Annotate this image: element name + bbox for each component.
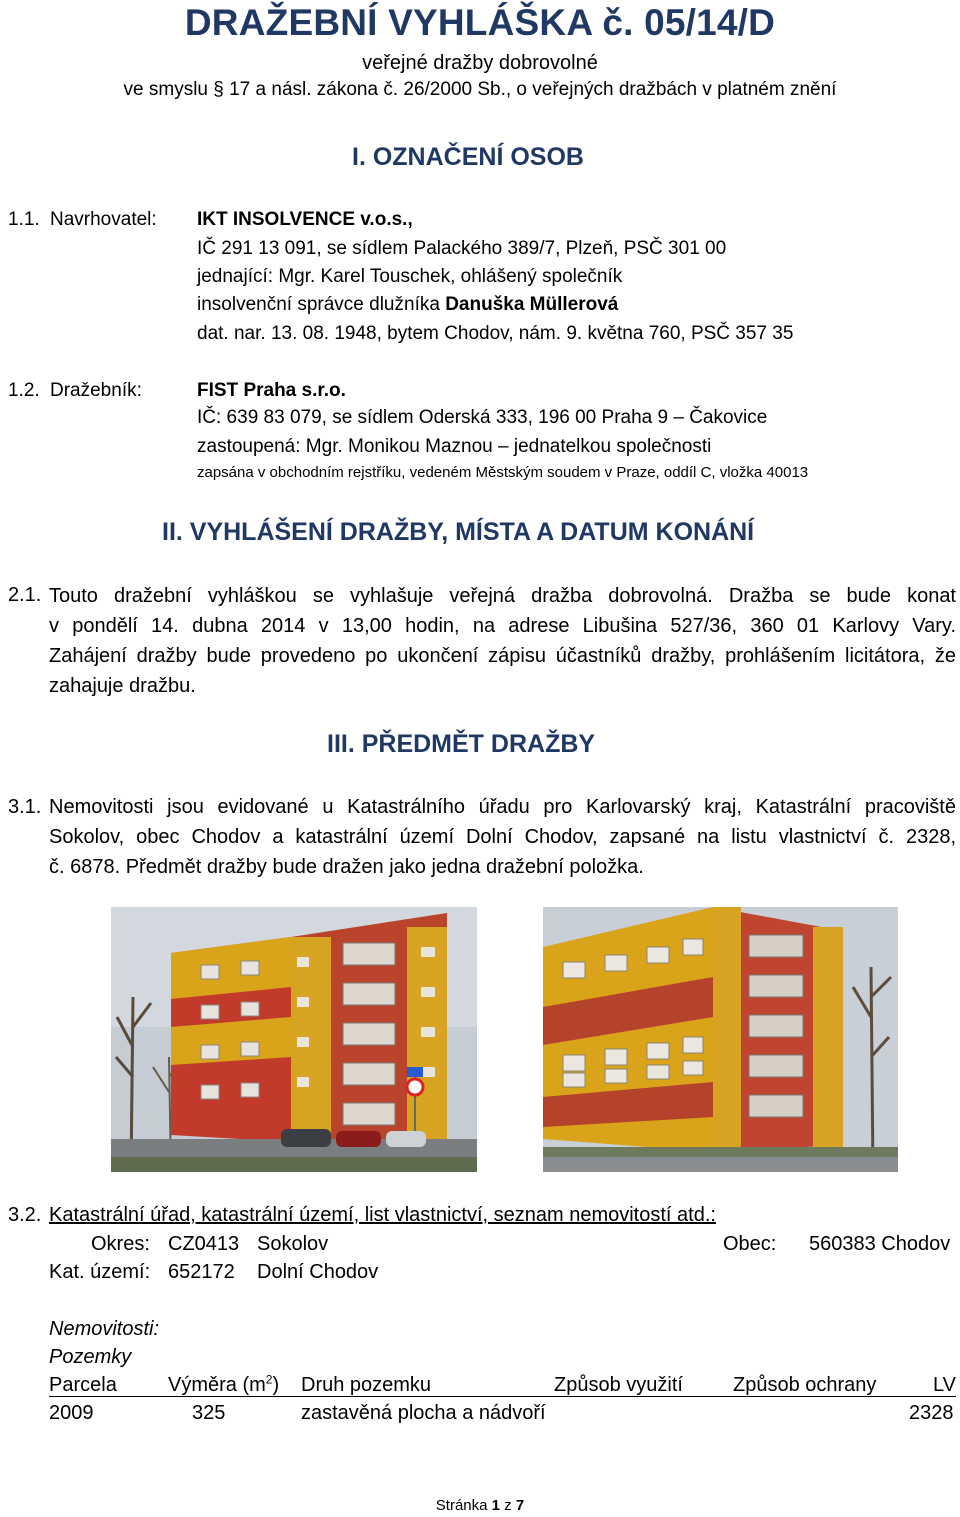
col-vymera-sup: 2 bbox=[265, 1372, 273, 1387]
section-2-1-text bbox=[49, 581, 956, 701]
obec-label: Obec: bbox=[723, 1233, 777, 1255]
nemovitosti-label: Nemovitosti: bbox=[49, 1318, 160, 1340]
col-zpusob-ochrany: Způsob ochrany bbox=[733, 1374, 877, 1396]
section-3-2-number: 3.2. bbox=[8, 1204, 42, 1226]
cadastre-heading: Katastrální úřad, katastrální území, list vlastnictví, seznam nemovitostí atd.: bbox=[49, 1204, 716, 1226]
page-footer bbox=[0, 1497, 960, 1514]
petitioner-name: IKT INSOLVENCE v.o.s., bbox=[197, 209, 413, 230]
auctioneer-id-address: IČ: 639 83 079, se sídlem Oderská 333, 196 00 Praha 9 – Čakovice bbox=[197, 407, 768, 428]
section-2-heading: II. VYHLÁŠENÍ DRAŽBY, MÍSTA A DATUM KONÁNÍ bbox=[162, 518, 755, 546]
document-legal-basis: ve smyslu § 17 a násl. zákona č. 26/2000 Sb., o veřejných dražbách v platném znění bbox=[123, 79, 837, 100]
auctioneer-name: FIST Praha s.r.o. bbox=[197, 380, 346, 401]
okres-code: CZ0413 bbox=[168, 1233, 240, 1255]
row-druh-pozemku: zastavěná plocha a nádvoří bbox=[301, 1402, 546, 1424]
footer-prefix: Stránka bbox=[435, 1497, 492, 1514]
col-vymera-text: Výměra (m bbox=[168, 1374, 266, 1396]
petitioner-debtor-prefix: insolvenční správce dlužníka bbox=[197, 294, 446, 315]
col-zpusob-vyuziti: Způsob využití bbox=[554, 1374, 683, 1396]
petitioner-debtor-line bbox=[197, 294, 618, 316]
col-vymera-close: ) bbox=[272, 1374, 280, 1396]
paragraph-line: Sokolov, obec Chodov a katastrální území Dolní Chodov, zapsané na listu vlastnictví č. 2328, bbox=[49, 826, 956, 848]
paragraph-line: zahajuje dražbu. bbox=[49, 675, 196, 697]
col-druh-pozemku: Druh pozemku bbox=[301, 1374, 432, 1396]
footer-of: z bbox=[500, 1497, 516, 1514]
col-parcela: Parcela bbox=[49, 1374, 117, 1396]
auctioneer-number: 1.2. bbox=[8, 380, 40, 401]
building-photo-right bbox=[543, 907, 898, 1172]
row-parcela: 2009 bbox=[49, 1402, 94, 1424]
footer-total: 7 bbox=[515, 1497, 525, 1514]
col-lv: LV bbox=[933, 1374, 956, 1396]
obec-value: 560383 Chodov bbox=[809, 1233, 951, 1255]
petitioner-representative: jednající: Mgr. Karel Touschek, ohlášený společník bbox=[197, 266, 623, 287]
paragraph-line: Zahájení dražby bude provedeno po ukončení zápisu účastníků dražby, prohlášením licitátora, že bbox=[49, 645, 956, 667]
petitioner-number: 1.1. bbox=[8, 209, 40, 230]
paragraph-line: Touto dražební vyhláškou se vyhlašuje veřejná dražba dobrovolná. Dražba se bude konat bbox=[49, 585, 956, 607]
section-1-heading: I. OZNAČENÍ OSOB bbox=[352, 143, 584, 171]
building-photo-left bbox=[111, 907, 477, 1172]
section-3-heading: III. PŘEDMĚT DRAŽBY bbox=[327, 730, 596, 758]
debtor-name: Danuška Müllerová bbox=[445, 294, 619, 315]
ku-label: Kat. území: bbox=[49, 1261, 151, 1283]
auctioneer-label: Dražebník: bbox=[50, 380, 142, 401]
auctioneer-representative: zastoupená: Mgr. Monikou Maznou – jednatelkou společnosti bbox=[197, 436, 712, 457]
okres-label: Okres: bbox=[91, 1233, 150, 1255]
footer-page: 1 bbox=[491, 1497, 501, 1514]
row-vymera: 325 bbox=[192, 1402, 226, 1424]
debtor-details: dat. nar. 13. 08. 1948, bytem Chodov, nám. 9. května 760, PSČ 357 35 bbox=[197, 323, 794, 344]
section-3-1-number: 3.1. bbox=[8, 796, 42, 818]
paragraph-line: č. 6878. Předmět dražby bude dražen jako jedna dražební položka. bbox=[49, 856, 644, 878]
section-3-1-text bbox=[49, 792, 956, 882]
pozemky-label: Pozemky bbox=[49, 1346, 132, 1368]
row-lv: 2328 bbox=[909, 1402, 954, 1424]
section-2-1-number: 2.1. bbox=[8, 584, 42, 606]
col-vymera bbox=[168, 1374, 279, 1397]
paragraph-line: v pondělí 14. dubna 2014 v 13,00 hodin, na adrese Libušina 527/36, 360 01 Karlovy Vary. bbox=[49, 615, 956, 637]
document-title: DRAŽEBNÍ VYHLÁŠKA č. 05/14/D bbox=[184, 2, 776, 43]
petitioner-id-address: IČ 291 13 091, se sídlem Palackého 389/7, Plzeň, PSČ 301 00 bbox=[197, 238, 727, 259]
ku-code: 652172 bbox=[168, 1261, 235, 1283]
paragraph-line: Nemovitosti jsou evidované u Katastrálního úřadu pro Karlovarský kraj, Katastrální pracoviště bbox=[49, 796, 956, 818]
ku-name: Dolní Chodov bbox=[257, 1261, 379, 1283]
okres-name: Sokolov bbox=[257, 1233, 329, 1255]
document-subtitle: veřejné dražby dobrovolné bbox=[362, 52, 598, 74]
petitioner-label: Navrhovatel: bbox=[50, 209, 157, 230]
auctioneer-registration: zapsána v obchodním rejstříku, vedeném Městským soudem v Praze, oddíl C, vložka 40013 bbox=[197, 464, 809, 481]
